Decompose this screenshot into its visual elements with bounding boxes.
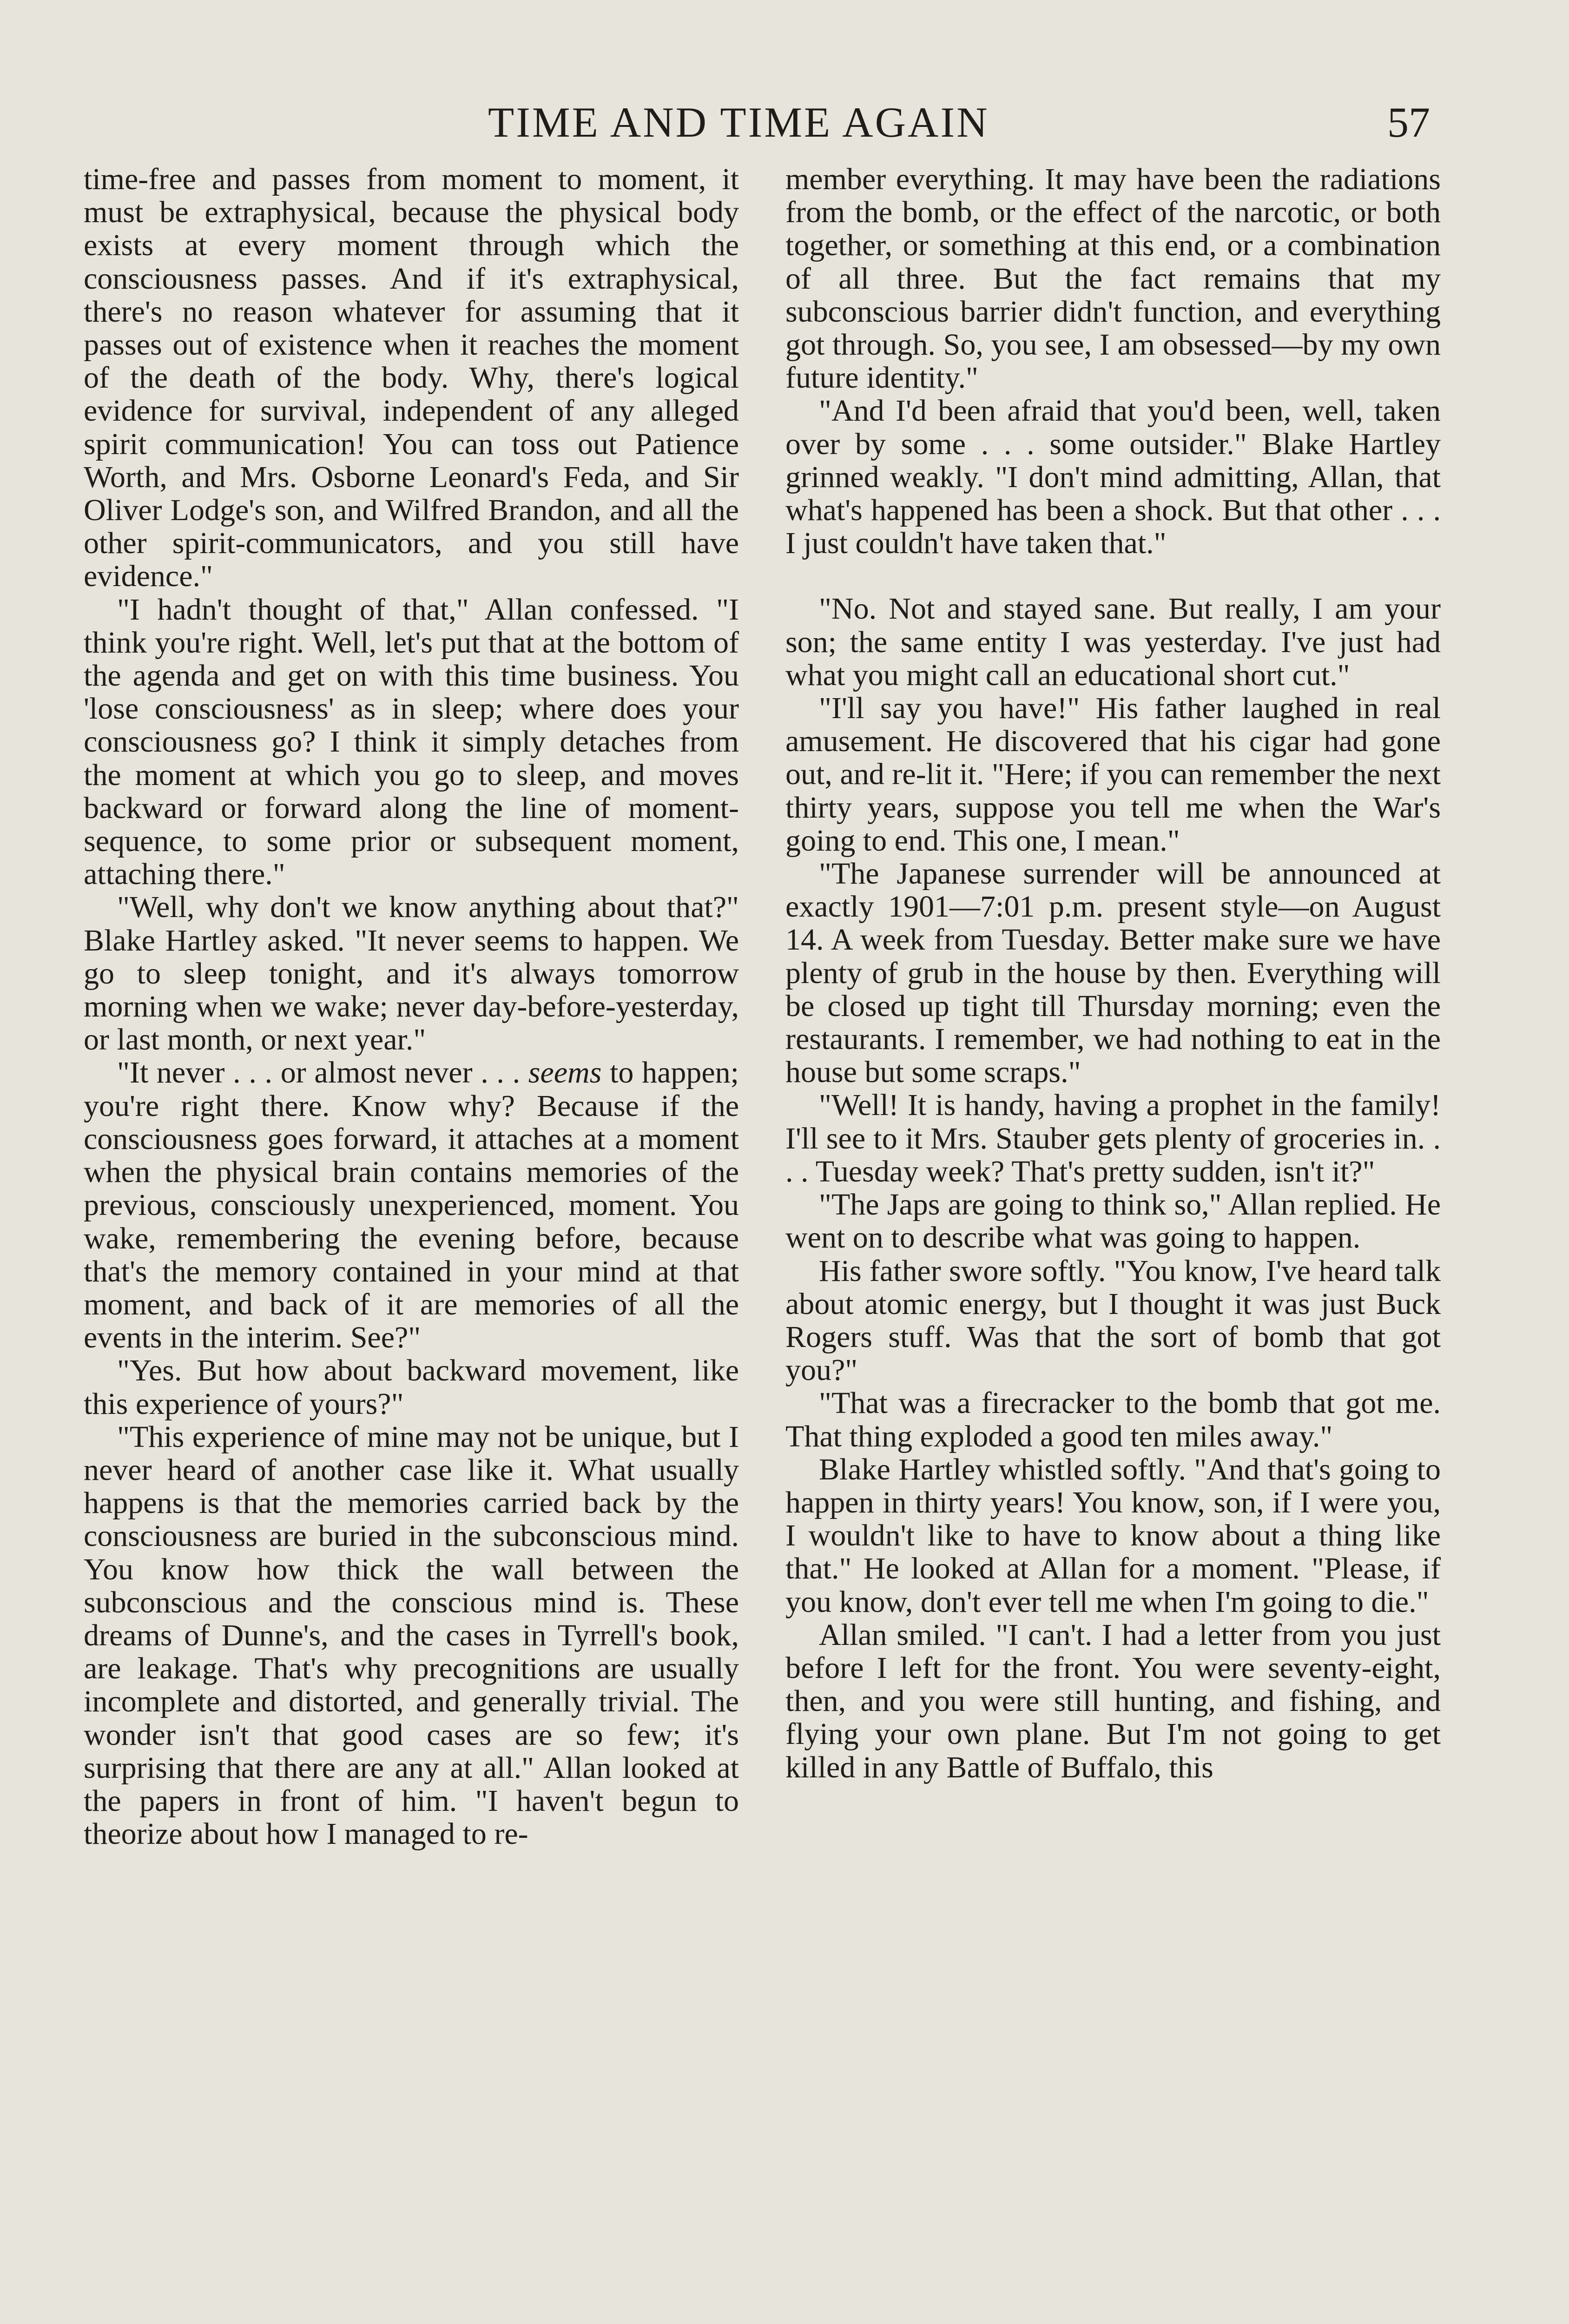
paragraph: His father swore softly. "You know, I've heard talk about atomic energy, but I thought it was just Buck Rogers stuff. Was that the sort of bomb that got you?" bbox=[785, 1254, 1441, 1387]
paragraph: "The Japanese surrender will be announced at exactly 1901—7:01 p.m. present style—on August 14. A week from Tuesday. Better make sure we have plenty of grub in the house by then. Everything will be closed up tight till Thursday morning; even the restaurants. I remember, we had nothing to eat in the house but some scraps." bbox=[785, 857, 1441, 1089]
emphasis-text: seems bbox=[528, 1056, 602, 1090]
paragraph: "I'll say you have!" His father laughed in real amusement. He discovered that his cigar had gone out, and re-lit it. "Here; if you can remember the next thirty years, suppose you tell me when the War's going to end. This one, I mean." bbox=[785, 691, 1441, 858]
paragraph: "The Japs are going to think so," Allan replied. He went on to describe what was going to happen. bbox=[785, 1188, 1441, 1255]
page-number: 57 bbox=[1387, 99, 1430, 146]
paragraph: "Well! It is handy, having a prophet in the family! I'll see to it Mrs. Stauber gets plenty of groceries in. . . . Tuesday week? That's pretty sudden, isn't it?" bbox=[785, 1088, 1441, 1188]
paragraph: time-free and passes from moment to moment, it must be extraphysical, because the physical body exists at every moment through which the consciousness passes. And if it's extraphysical, there's no reason whatever for assuming that it passes out of existence when it reaches the moment of the death of the body. Why, there's logical evidence for survival, independent of any alleged spirit communication! You can toss out Patience Worth, and Mrs. Osborne Leonard's Feda, and Sir Oliver Lodge's son, and Wilfred Brandon, and all the other spirit-communicators, and you still have evidence." bbox=[84, 162, 739, 594]
paragraph: "Well, why don't we know anything about that?" Blake Hartley asked. "It never seems to happen. We go to sleep tonight, and it's always tomorrow morning when we wake; never day-before-yesterday, or last month, or next year." bbox=[84, 890, 739, 1057]
paragraph-text: "It never . . . or almost never . . . bbox=[117, 1056, 528, 1090]
paragraph bbox=[84, 1056, 739, 1354]
paragraph: "That was a firecracker to the bomb that got me. That thing exploded a good ten miles away." bbox=[785, 1386, 1441, 1453]
paragraph-text: to happen; you're right there. Know why? Because if the consciousness goes forward, it attaches at a moment when the physical brain contains memories of the previous, consciously unexperienced, moment. You wake, remembering the evening before, because that's the memory contained in your mind at that moment, and back of it are memories of all the events in the interim. See?" bbox=[84, 1056, 739, 1355]
running-title: TIME AND TIME AGAIN bbox=[488, 99, 989, 146]
page-header bbox=[0, 93, 1569, 158]
left-column bbox=[84, 163, 739, 1850]
right-column bbox=[785, 163, 1441, 1784]
paragraph: member everything. It may have been the radiations from the bomb, or the effect of the narcotic, or both together, or something at this end, or a combination of all three. But the fact remains that my subconscious barrier didn't function, and everything got through. So, you see, I am obsessed—by my own future identity." bbox=[785, 162, 1441, 395]
paragraph: "This experience of mine may not be unique, but I never heard of another case like it. What usually happens is that the memories carried back by the consciousness are buried in the subconscious mind. You know how thick the wall between the subconscious and the conscious mind is. These dreams of Dunne's, and the cases in Tyrrell's book, are leakage. That's why precognitions are usually incomplete and distorted, and generally trivial. The wonder isn't that good cases are so few; it's surprising that there are any at all." Allan looked at the papers in front of him. "I haven't begun to theorize about how I managed to re- bbox=[84, 1419, 739, 1851]
paragraph: "No. Not and stayed sane. But really, I am your son; the same entity I was yesterday. I've just had what you might call an educational short cut." bbox=[785, 592, 1441, 692]
paragraph: Allan smiled. "I can't. I had a letter from you just before I left for the front. You were seventy-eight, then, and you were still hunting, and fishing, and flying your own plane. But I'm not going to get killed in any Battle of Buffalo, this bbox=[785, 1618, 1441, 1784]
paragraph: Blake Hartley whistled softly. "And that's going to happen in thirty years! You know, son, if I were you, I wouldn't like to have to know about a thing like that." He looked at Allan for a moment. "Please, if you know, don't ever tell me when I'm going to die." bbox=[785, 1452, 1441, 1619]
paragraph: "Yes. But how about backward movement, like this experience of yours?" bbox=[84, 1353, 739, 1421]
paragraph: "I hadn't thought of that," Allan confessed. "I think you're right. Well, let's put that at the bottom of the agenda and get on with this time business. You 'lose consciousness' as in sleep; where does your consciousness go? I think it simply detaches from the moment at which you go to sleep, and moves backward or forward along the line of moment-sequence, to some prior or subsequent moment, attaching there." bbox=[84, 592, 739, 891]
paragraph: "And I'd been afraid that you'd been, well, taken over by some . . . some outsider." Blake Hartley grinned weakly. "I don't mind admitting, Allan, that what's happened has been a shock. But that other . . . I just couldn't have taken that." bbox=[785, 394, 1441, 561]
